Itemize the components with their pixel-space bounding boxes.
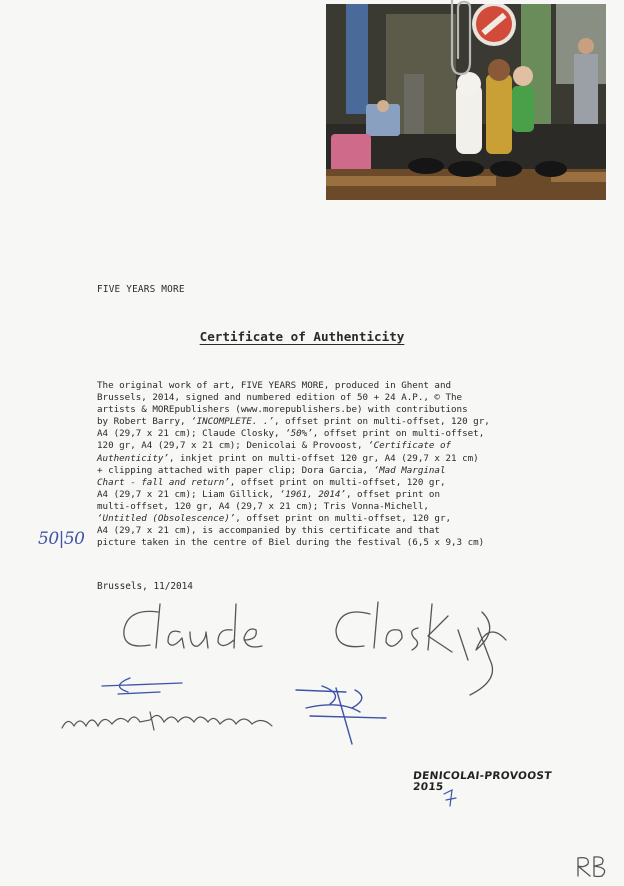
body-text-segment: , inkjet print on multi-offset 120 gr, A4 (29,7 x 21 cm) [168, 452, 479, 464]
body-line [97, 537, 537, 549]
artwork-title-text: ‘1961, 2014’ [279, 488, 346, 500]
body-line [97, 440, 537, 452]
body-text-segment: Brussels, 2014, signed and numbered edition of 50 + 24 A.P., © The [97, 392, 463, 404]
artwork-title-text: ‘Certificate of [368, 440, 452, 452]
body-text-segment: picture taken in the centre of Biel during the festival (6,5 x 9,3 cm) [97, 537, 485, 549]
edition-number-note: 50|50 [38, 529, 85, 549]
body-line [97, 428, 537, 440]
signature-blue-arrow [102, 678, 182, 694]
body-line [97, 404, 537, 416]
body-line [97, 392, 537, 404]
artwork-title-text: Authenticity’ [97, 452, 169, 464]
body-line [97, 489, 537, 501]
body-text-segment: 120 gr, A4 (29,7 x 21 cm); Denicolai & Provoost, [97, 440, 369, 452]
body-text-segment: , offset print on multi-offset, [312, 428, 485, 440]
body-text-segment: multi-offset, 120 gr, A4 (29,7 x 21 cm); Tris Vonna-Michell, [97, 500, 429, 512]
artwork-title-text: ‘Mad Marginal [373, 464, 446, 476]
body-text-segment: , offset print on multi-offset, 120 gr, [229, 476, 446, 488]
place-and-date: Brussels, 11/2014 [97, 581, 193, 592]
body-text-segment: , offset print on [345, 488, 440, 500]
body-text-segment: A4 (29,7 x 21 cm), is accompanied by this certificate and that [97, 525, 440, 537]
stamp-line2: 2015 [412, 781, 445, 793]
artwork-title-text: ‘50%’ [285, 428, 313, 440]
stamp-line1: DENICOLAI-PROVOOST [412, 770, 553, 782]
certificate-title: Certificate of Authenticity [199, 329, 405, 344]
body-text-segment: artists & MOREpublishers (www.morepublishers.be) with contributions [97, 404, 468, 416]
body-line [97, 501, 537, 513]
signature-blue-monogram [296, 686, 386, 744]
artwork-title-text: Chart - fall and return’ [97, 476, 230, 488]
certificate-body [97, 380, 537, 549]
body-text-segment: , offset print on multi-offset, 120 gr, [274, 416, 490, 428]
body-text-segment: + clipping attached with paper clip; Dora Garcia, [97, 464, 374, 476]
body-line [97, 525, 537, 537]
paperclip-icon [446, 0, 476, 80]
body-text-segment: A4 (29,7 x 21 cm); Claude Closky, [97, 428, 286, 440]
body-line [97, 453, 537, 465]
body-line [97, 416, 537, 428]
document-header: FIVE YEARS MORE [97, 284, 185, 295]
body-line [97, 513, 537, 525]
artwork-title-text: ‘INCOMPLETE. .’ [191, 416, 275, 428]
signature-claude-closky [124, 602, 506, 695]
initials-rb [578, 857, 605, 877]
artist-stamp [413, 771, 552, 793]
body-text-segment: The original work of art, FIVE YEARS MORE, produced in Ghent and [97, 380, 452, 391]
signature-pencil-squiggle [62, 712, 272, 730]
body-text-segment: A4 (29,7 x 21 cm); Liam Gillick, [97, 488, 280, 500]
artwork-title-text: ‘Untitled (Obsolescence)’ [97, 513, 236, 525]
body-text-segment: , offset print on multi-offset, 120 gr, [235, 513, 452, 525]
body-text-segment: by Robert Barry, [97, 416, 192, 428]
body-line [97, 465, 537, 477]
body-line [97, 477, 537, 489]
body-line [97, 380, 537, 392]
